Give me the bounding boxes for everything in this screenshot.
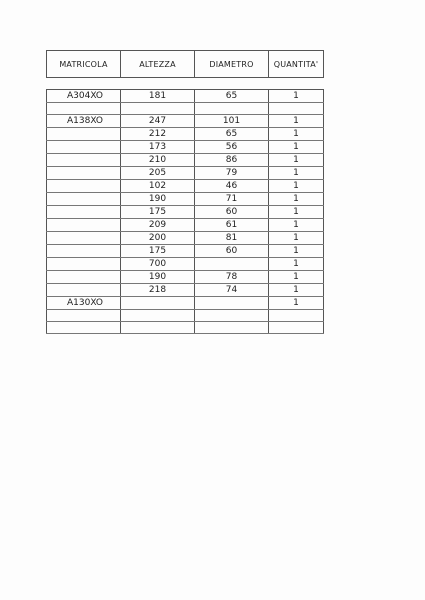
cell-diametro (195, 297, 269, 310)
cell-matricola: A304XO (47, 90, 121, 103)
cell-quantita: 1 (269, 141, 324, 154)
inventory-table (46, 50, 324, 334)
cell-empty (47, 322, 121, 334)
cell-quantita: 1 (269, 245, 324, 258)
cell-diametro: 74 (195, 284, 269, 297)
table-blank-row (47, 322, 324, 334)
table-row (47, 167, 324, 180)
cell-diametro: 61 (195, 219, 269, 232)
cell-matricola: A130XO (47, 297, 121, 310)
cell-quantita: 1 (269, 115, 324, 128)
cell-empty (195, 310, 269, 322)
cell-quantita: 1 (269, 128, 324, 141)
cell-altezza: 200 (121, 232, 195, 245)
cell-diametro: 46 (195, 180, 269, 193)
cell-diametro: 65 (195, 128, 269, 141)
cell-altezza: 247 (121, 115, 195, 128)
table-header-row (47, 51, 324, 78)
cell-diametro (195, 258, 269, 271)
cell-quantita: 1 (269, 258, 324, 271)
table-row (47, 219, 324, 232)
cell-empty (269, 310, 324, 322)
cell-diametro: 56 (195, 141, 269, 154)
cell-diametro: 71 (195, 193, 269, 206)
cell-altezza: 102 (121, 180, 195, 193)
cell-quantita: 1 (269, 154, 324, 167)
cell-altezza: 175 (121, 206, 195, 219)
cell-quantita: 1 (269, 193, 324, 206)
cell-diametro: 65 (195, 90, 269, 103)
table-row (47, 141, 324, 154)
cell-matricola (47, 206, 121, 219)
cell-altezza: 218 (121, 284, 195, 297)
table-row (47, 206, 324, 219)
cell-diametro: 101 (195, 115, 269, 128)
cell-diametro: 81 (195, 232, 269, 245)
table-row (47, 271, 324, 284)
cell-altezza: 173 (121, 141, 195, 154)
cell-diametro: 78 (195, 271, 269, 284)
header-altezza: ALTEZZA (121, 51, 195, 78)
cell-altezza: 190 (121, 271, 195, 284)
table-row (47, 297, 324, 310)
cell-quantita: 1 (269, 271, 324, 284)
cell-matricola (47, 284, 121, 297)
cell-quantita: 1 (269, 90, 324, 103)
cell-matricola (47, 141, 121, 154)
cell-diametro: 79 (195, 167, 269, 180)
cell-quantita: 1 (269, 206, 324, 219)
cell-altezza: 181 (121, 90, 195, 103)
cell-matricola (47, 128, 121, 141)
cell-altezza (121, 297, 195, 310)
cell-quantita: 1 (269, 232, 324, 245)
cell-quantita: 1 (269, 167, 324, 180)
cell-empty (121, 310, 195, 322)
cell-matricola (47, 258, 121, 271)
cell-matricola (47, 167, 121, 180)
table-row (47, 154, 324, 167)
table-blank-row (47, 310, 324, 322)
cell-empty (269, 322, 324, 334)
table-spacer-row (47, 103, 324, 115)
cell-matricola (47, 271, 121, 284)
cell-diametro: 60 (195, 206, 269, 219)
table-row (47, 245, 324, 258)
header-diametro: DIAMETRO (195, 51, 269, 78)
header-quantita: QUANTITA' (269, 51, 324, 78)
table-row (47, 193, 324, 206)
table-row (47, 180, 324, 193)
cell-quantita: 1 (269, 297, 324, 310)
cell-matricola (47, 232, 121, 245)
cell-altezza: 210 (121, 154, 195, 167)
cell-altezza: 700 (121, 258, 195, 271)
cell-empty (121, 322, 195, 334)
table-row (47, 258, 324, 271)
cell-matricola (47, 219, 121, 232)
cell-diametro: 60 (195, 245, 269, 258)
cell-empty (47, 310, 121, 322)
cell-altezza: 209 (121, 219, 195, 232)
cell-matricola (47, 193, 121, 206)
cell-empty (195, 322, 269, 334)
cell-matricola (47, 245, 121, 258)
table-row (47, 284, 324, 297)
cell-altezza: 190 (121, 193, 195, 206)
cell-altezza: 212 (121, 128, 195, 141)
cell-quantita: 1 (269, 284, 324, 297)
cell-altezza: 175 (121, 245, 195, 258)
table-row (47, 128, 324, 141)
header-matricola: MATRICOLA (47, 51, 121, 78)
table-row (47, 90, 324, 103)
cell-matricola (47, 154, 121, 167)
table-gap (47, 78, 324, 90)
cell-quantita: 1 (269, 219, 324, 232)
table-row (47, 232, 324, 245)
cell-altezza: 205 (121, 167, 195, 180)
cell-matricola (47, 180, 121, 193)
cell-quantita: 1 (269, 180, 324, 193)
cell-matricola: A138XO (47, 115, 121, 128)
cell-diametro: 86 (195, 154, 269, 167)
table-row (47, 115, 324, 128)
